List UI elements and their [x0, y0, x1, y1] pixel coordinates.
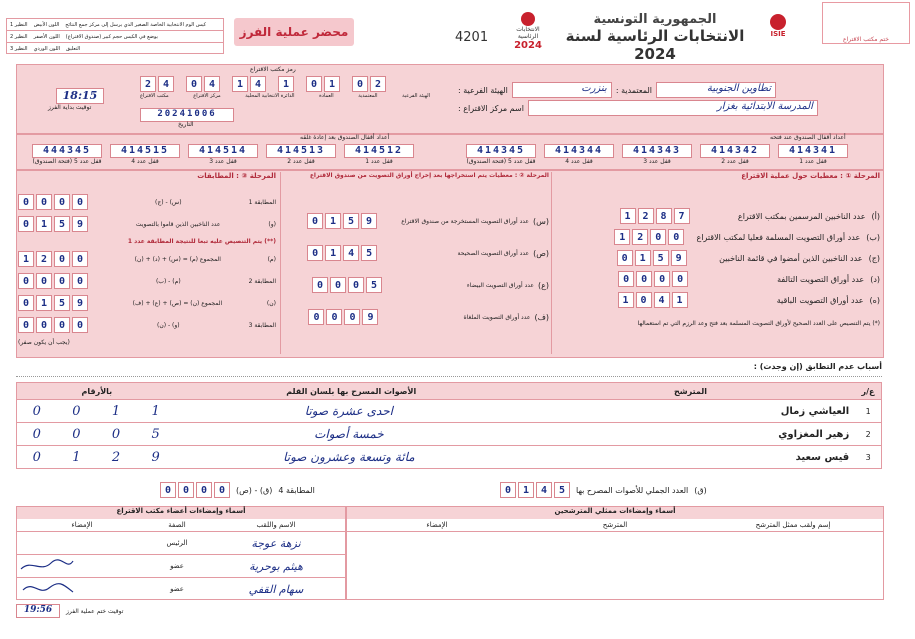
row-key: (و) — [268, 220, 276, 228]
copies-legend — [6, 18, 224, 54]
digit-cell: 1 — [36, 216, 52, 232]
legend-key: النظير 1 — [10, 21, 28, 28]
digit-cell: 5 — [653, 250, 669, 266]
value-digits[interactable] — [620, 208, 690, 224]
code-label: مكتب الاقتراع — [140, 93, 169, 99]
code-labels — [140, 93, 430, 99]
code-digit[interactable]: 0 — [306, 76, 322, 92]
candidate-name: العياشي زمال — [780, 405, 850, 417]
col-sign: الإمضاء — [71, 521, 93, 529]
digit-cell: 9 — [72, 295, 88, 311]
vote-digit: 1 — [72, 449, 81, 465]
candidate-num: 3 — [865, 452, 871, 462]
date-field[interactable]: 20241006 — [140, 108, 234, 122]
digit-cell: 5 — [54, 295, 70, 311]
digit-cell: 0 — [18, 194, 34, 210]
lock-value[interactable]: 414514 — [188, 144, 258, 158]
digit-cell: 9 — [671, 250, 687, 266]
reclose-title: أعداد أقفال الصندوق بعد إعادة غلقه — [300, 134, 390, 141]
candidate-row — [16, 446, 882, 469]
row-key: (ع) — [537, 280, 549, 290]
stage1-note: (*) يتم التنصيص على العدد الصحيح لأوراق التصويت المسلمة بعد فتح وعد الرزم التي تم استعمالها — [637, 320, 880, 327]
digit-cell: 4 — [343, 245, 359, 261]
row-label: المطابقة 2 — [248, 277, 276, 285]
lock-value[interactable]: 414343 — [622, 144, 692, 158]
col-role: الصفة — [168, 521, 186, 529]
signature-scribble-icon — [17, 578, 77, 598]
discrepancy-label: أسباب عدم التطابق (إن وجدت) : — [753, 362, 882, 371]
code-digit[interactable]: 0 — [352, 76, 368, 92]
signature-scribble-icon — [17, 555, 77, 575]
digit-cell: 0 — [72, 317, 88, 333]
vote-digit: 0 — [32, 403, 41, 419]
digit-cell: 9 — [72, 216, 88, 232]
vote-digit: 1 — [151, 403, 160, 419]
candidate-words[interactable]: احدى عشرة صوتا — [304, 404, 394, 418]
col-name: المترشح — [673, 386, 707, 396]
row-label: عدد أوراق التصويت التالفة — [777, 274, 865, 284]
digit-cell: 0 — [312, 277, 328, 293]
row-label: عدد أوراق التصويت المسلمة فعليا لمكتب الاقتراع — [696, 232, 861, 242]
code-digit[interactable]: 4 — [250, 76, 266, 92]
member-name[interactable]: سهام القفي — [248, 582, 304, 596]
row-key: (ه) — [869, 295, 880, 305]
candidate-row — [16, 400, 882, 423]
legend-desc: كيس الوم الانتخابية الخاصة الصغير الذي يرسل إلى مركز جمع النتائج — [65, 21, 206, 28]
digit-cell: 0 — [308, 309, 324, 325]
legend-desc: التعليق — [66, 45, 81, 52]
candidate-digits[interactable] — [17, 427, 176, 442]
digit-cell: 0 — [326, 309, 342, 325]
candidates-table — [16, 382, 882, 469]
candidate-name: قيس سعيد — [795, 451, 850, 463]
code-label: العمادة — [319, 93, 334, 99]
lock-label: قفل عدد 4 — [565, 158, 593, 165]
digit-cell: 9 — [361, 213, 377, 229]
logo-text: الانتخابات الرئاسية — [516, 26, 540, 40]
candidate-num: 2 — [865, 429, 871, 439]
digit-cell: 1 — [620, 208, 636, 224]
digit-cell: 0 — [650, 229, 666, 245]
reps-panel — [346, 506, 884, 600]
digit-cell: 0 — [668, 229, 684, 245]
digit-cell: 0 — [654, 271, 670, 287]
value-digits[interactable] — [617, 250, 687, 266]
signature[interactable] — [17, 578, 147, 600]
vote-digit: 2 — [111, 449, 121, 465]
legend-desc: يوضع في الكيس حجم كبير (صندوق الاقتراع) — [65, 33, 158, 40]
instance-label: الهيئة الفرعية : — [458, 85, 508, 95]
digit-cell: 5 — [54, 216, 70, 232]
col-sign: الإمضاء — [426, 521, 448, 529]
digit-cell: 0 — [636, 271, 652, 287]
candidate-words[interactable]: خمسة أصوات — [314, 427, 384, 441]
digit-cell: 0 — [72, 251, 88, 267]
digit-cell: 0 — [54, 273, 70, 289]
vote-digit: 1 — [111, 403, 121, 419]
vote-digit: 0 — [32, 426, 41, 442]
row-key: (أ) — [871, 211, 880, 221]
zero-note: (يجب أن يكون صفر) — [18, 339, 70, 346]
stamp — [822, 2, 910, 44]
stage2-title: المرحلة ② : معطيات يتم استخراجها بعد إخراج أوراق التصويت من صندوق الاقتراع — [309, 172, 549, 179]
code-label: المعتمدية — [358, 93, 378, 99]
vote-digit: 0 — [72, 403, 81, 419]
candidate-words[interactable]: مائة وتسعة وعشرون صوتا — [283, 450, 415, 464]
digit-cell: 1 — [325, 245, 341, 261]
end-time-field[interactable]: 19:56 — [16, 604, 60, 618]
col-words: الأصوات المسرح بها بلسان القلم — [286, 386, 417, 396]
row-key: (ب) — [866, 232, 880, 242]
row-key: (ص) — [533, 248, 549, 258]
end-time-label: توقيت ختم عملية الفرز — [66, 607, 124, 615]
lock-value[interactable]: 414515 — [110, 144, 180, 158]
digit-cell: 0 — [160, 482, 176, 498]
value-digits[interactable] — [618, 271, 688, 287]
digit-cell: 0 — [36, 317, 52, 333]
delegation-field[interactable]: تطاوين الجنوبية — [656, 82, 776, 98]
row-key: (ف) — [534, 312, 549, 322]
open-locks — [466, 144, 848, 165]
digit-cell: 9 — [362, 309, 378, 325]
digit-cell: 0 — [307, 245, 323, 261]
stage3-title: المرحلة ③ : المطابقات — [197, 172, 276, 180]
end-row — [16, 604, 123, 618]
member-row — [17, 578, 345, 600]
digit-cell: 0 — [72, 194, 88, 210]
lock-label: قفل عدد 1 — [365, 158, 393, 165]
value-digits[interactable] — [18, 216, 88, 232]
digit-cell: 2 — [36, 251, 52, 267]
isie-text: ISIE — [770, 30, 786, 38]
col-name: إسم ولقب ممثل المترشح — [755, 521, 831, 529]
digit-cell: 0 — [178, 482, 194, 498]
vote-digit: 5 — [151, 426, 160, 442]
value-digits[interactable] — [312, 277, 382, 293]
code-label: الدائرة الانتخابية المحلية — [245, 93, 295, 99]
open-title: أعداد أقفال الصندوق عند فتحه — [770, 134, 846, 141]
value-digits[interactable] — [308, 309, 378, 325]
digit-cell: 0 — [672, 271, 688, 287]
stage3-panel — [18, 172, 276, 354]
row-label: عدد الناخبين المرسمين بمكتب الاقتراع — [737, 211, 866, 221]
row-label: المطابقة 1 — [248, 198, 276, 206]
signature[interactable] — [17, 555, 147, 577]
row-label: عدد أوراق التصويت الباقية — [776, 295, 864, 305]
candidate-name: زهير المغزاوي — [778, 428, 850, 440]
legend-val: اللون الأصفر — [33, 33, 60, 40]
country-title: الجمهورية التونسية — [593, 12, 717, 27]
row-label: عدد أوراق التصويت المستخرجة من صندوق الاقتراع — [401, 217, 529, 225]
digit-cell: 2 — [632, 229, 648, 245]
stage1-title: المرحلة ① : معطيات حول عملية الاقتراع — [741, 172, 880, 180]
page-title: الانتخابات الرئاسية لسنة 2024 — [565, 27, 745, 63]
row-label: عدد أوراق التصويت البيضاء — [466, 281, 534, 289]
code-digit[interactable]: 2 — [370, 76, 386, 92]
digit-cell: 0 — [636, 292, 652, 308]
digit-cell: 1 — [36, 295, 52, 311]
digit-cell: 0 — [330, 277, 346, 293]
member-row — [17, 532, 345, 555]
digit-cell: 0 — [54, 317, 70, 333]
vote-digit: 0 — [32, 449, 41, 465]
legend-key: النظير 3 — [10, 45, 28, 52]
digit-cell: 5 — [361, 245, 377, 261]
start-time-field[interactable]: 18:15 — [56, 88, 104, 104]
form-badge — [234, 18, 354, 46]
digit-cell: 0 — [214, 482, 230, 498]
digit-cell: 0 — [618, 271, 634, 287]
col-candidate: المترشح — [602, 521, 628, 529]
digit-cell: 0 — [344, 309, 360, 325]
code-digit[interactable]: 1 — [278, 76, 294, 92]
row-label: المجموع (م) = (س) + (د) + (ن) — [134, 255, 221, 263]
digit-cell: 4 — [654, 292, 670, 308]
row-label: عدد الناخبين الذين قاموا بالتصويت — [135, 220, 221, 228]
center-field[interactable]: المدرسة الابتدائية بغزار — [528, 100, 818, 116]
badge-text: محضر عملية الفرز — [239, 25, 349, 39]
stage2-rows — [283, 213, 549, 325]
candidate-digits[interactable] — [17, 450, 176, 465]
member-name[interactable]: نزهة عوجة — [251, 536, 301, 550]
id-block — [16, 64, 884, 134]
lock-value[interactable]: 444345 — [32, 144, 102, 158]
row-label: عدد أوراق التصويت الملغاة — [463, 313, 531, 321]
digit-cell: 0 — [500, 482, 516, 498]
lock-value[interactable]: 414512 — [344, 144, 414, 158]
digit-cell: 8 — [656, 208, 672, 224]
digit-cell: 0 — [36, 273, 52, 289]
stage1-rows — [556, 208, 880, 308]
member-role: عضو — [170, 585, 184, 593]
code-title: رمز مكتب الاقتراع — [250, 66, 296, 73]
instance-field[interactable]: بنزرت — [512, 82, 612, 98]
legend-val: اللون الأبيض — [33, 21, 60, 28]
digit-cell: 1 — [672, 292, 688, 308]
lock-value[interactable]: 414344 — [544, 144, 614, 158]
stamp-text: ختم مكتب الاقتراع — [843, 36, 889, 43]
center-row — [458, 100, 876, 116]
digit-cell: 5 — [554, 482, 570, 498]
member-name[interactable]: هيثم بوحرية — [249, 559, 303, 573]
code-label: مركز الاقتراع — [193, 93, 221, 99]
code-digit[interactable]: 4 — [204, 76, 220, 92]
digit-cell: 0 — [18, 317, 34, 333]
row-key: (م) — [267, 255, 276, 263]
digit-cell: 1 — [18, 251, 34, 267]
col-name: الاسم واللقب — [256, 521, 296, 529]
digit-cell: 1 — [614, 229, 630, 245]
candidate-digits[interactable] — [17, 404, 176, 419]
lock-value[interactable]: 414345 — [466, 144, 536, 158]
code-digit[interactable]: 1 — [324, 76, 340, 92]
stage3-rows — [18, 194, 276, 346]
digit-cell: 0 — [348, 277, 364, 293]
row-label: المطابقة 3 — [248, 321, 276, 329]
lock-label: قفل عدد 4 — [131, 158, 159, 165]
code-label: الهيئة الفرعية — [402, 93, 430, 99]
candidate-row — [16, 423, 882, 446]
digit-cell: 0 — [72, 273, 88, 289]
digit-cell: 1 — [518, 482, 534, 498]
code-digit[interactable]: 2 — [140, 76, 156, 92]
header-titles — [560, 12, 750, 63]
reclose-locks — [32, 144, 414, 165]
total-key: (ق) — [694, 485, 707, 495]
lock-label: قفل عدد 5 (فتحة الصندوق) — [32, 158, 102, 165]
row-label: عدد أوراق التصويت الصحيحة — [457, 249, 530, 257]
legend-key: النظير 2 — [10, 33, 28, 40]
start-time-label: توقيت بداية الفرز — [48, 104, 92, 111]
match4-label: المطابقة 4 — [278, 485, 315, 495]
lock-label: قفل عدد 5 (فتحة الصندوق) — [466, 158, 536, 165]
vote-digit: 9 — [151, 449, 160, 465]
stage1-panel — [556, 172, 880, 354]
digit-cell: 1 — [618, 292, 634, 308]
match4-key: (ص) - (ق) — [236, 485, 273, 495]
vote-digit: 0 — [72, 426, 81, 442]
digit-cell: 1 — [635, 250, 651, 266]
lock-label: قفل عدد 1 — [799, 158, 827, 165]
digit-cell: 2 — [638, 208, 654, 224]
committee-title: أسماء وإمضاءات أعضاء مكتب الاقتراع — [17, 507, 345, 519]
committee-panel — [16, 506, 346, 600]
member-role: الرئيس — [166, 539, 188, 547]
vote-digit: 0 — [111, 426, 121, 442]
digit-cell: 0 — [18, 295, 34, 311]
digit-cell: 0 — [18, 273, 34, 289]
digit-cell: 1 — [325, 213, 341, 229]
lock-label: قفل عدد 3 — [643, 158, 671, 165]
member-row — [17, 555, 345, 578]
digit-cell: 0 — [617, 250, 633, 266]
value-digits[interactable] — [18, 317, 88, 333]
election-logo — [508, 12, 548, 51]
candidate-num: 1 — [865, 406, 871, 416]
value-digits[interactable] — [618, 292, 688, 308]
total-label: العدد الجملي للأصوات المصرح بها — [576, 485, 689, 495]
row-key: (ن) — [266, 299, 276, 307]
total-digits[interactable] — [500, 482, 570, 498]
row-key: (د) — [870, 274, 880, 284]
value-digits[interactable] — [614, 229, 684, 245]
form-id: 4201 — [455, 30, 489, 45]
row-key: (ب) - (م) — [155, 277, 181, 285]
reps-title: أسماء وإمضاءات ممثلي المترشحين — [347, 507, 883, 519]
legend-val: اللون الوردي — [33, 45, 61, 52]
row-key: (ج) — [868, 253, 880, 263]
delegation-label: المعتمدية : — [615, 85, 652, 95]
stage2-panel — [280, 172, 552, 354]
digit-cell: 4 — [536, 482, 552, 498]
digit-cell: 0 — [36, 194, 52, 210]
digit-cell: 0 — [307, 213, 323, 229]
row-label: عدد الناخبين الذين أمضوا في قائمة الناخبين — [719, 253, 863, 263]
value-digits[interactable] — [18, 251, 88, 267]
value-digits[interactable] — [18, 295, 88, 311]
lock-label: قفل عدد 3 — [209, 158, 237, 165]
lock-value[interactable]: 414513 — [266, 144, 336, 158]
col-digits: بالأرقام — [81, 386, 113, 396]
digit-cell: 0 — [54, 251, 70, 267]
code-digit[interactable]: 4 — [158, 76, 174, 92]
code-digit[interactable]: 1 — [232, 76, 248, 92]
row-key: (ج) - (س) — [155, 198, 182, 206]
isie-logo — [758, 14, 798, 44]
value-digits[interactable] — [18, 194, 88, 210]
code-digit[interactable]: 0 — [186, 76, 202, 92]
digit-cell: 7 — [674, 208, 690, 224]
col-num: ع/ر — [861, 386, 875, 396]
discrepancy-row — [16, 362, 882, 377]
lock-value[interactable]: 414342 — [700, 144, 770, 158]
stage3-note: (**) يتم التنصيص عليه تبعا للنتيجة المطابقة عدد 1 — [127, 238, 276, 245]
digit-cell: 0 — [54, 194, 70, 210]
value-digits[interactable] — [307, 213, 377, 229]
digit-cell: 0 — [196, 482, 212, 498]
member-role: عضو — [170, 562, 184, 570]
total-row — [500, 482, 707, 498]
row-key: (ن) - (و) — [156, 321, 180, 329]
date-label: التاريخ — [178, 121, 194, 128]
lock-label: قفل عدد 2 — [287, 158, 315, 165]
match4-row — [160, 482, 315, 498]
station-code — [140, 76, 386, 92]
value-digits[interactable] — [307, 245, 377, 261]
instance-row — [458, 82, 876, 98]
reps-empty-rows[interactable] — [347, 532, 883, 598]
digit-cell: 5 — [366, 277, 382, 293]
center-label: اسم مركز الاقتراع : — [458, 103, 524, 113]
lock-value[interactable]: 414341 — [778, 144, 848, 158]
row-key: (س) — [532, 216, 549, 226]
row-label: المجموع (ن) = (ص) + (ع) + (ف) — [132, 299, 223, 307]
digit-cell: 5 — [343, 213, 359, 229]
digit-cell: 0 — [18, 216, 34, 232]
logo-year: 2024 — [514, 40, 542, 51]
lock-label: قفل عدد 2 — [721, 158, 749, 165]
match4-digits[interactable] — [160, 482, 230, 498]
value-digits[interactable] — [18, 273, 88, 289]
